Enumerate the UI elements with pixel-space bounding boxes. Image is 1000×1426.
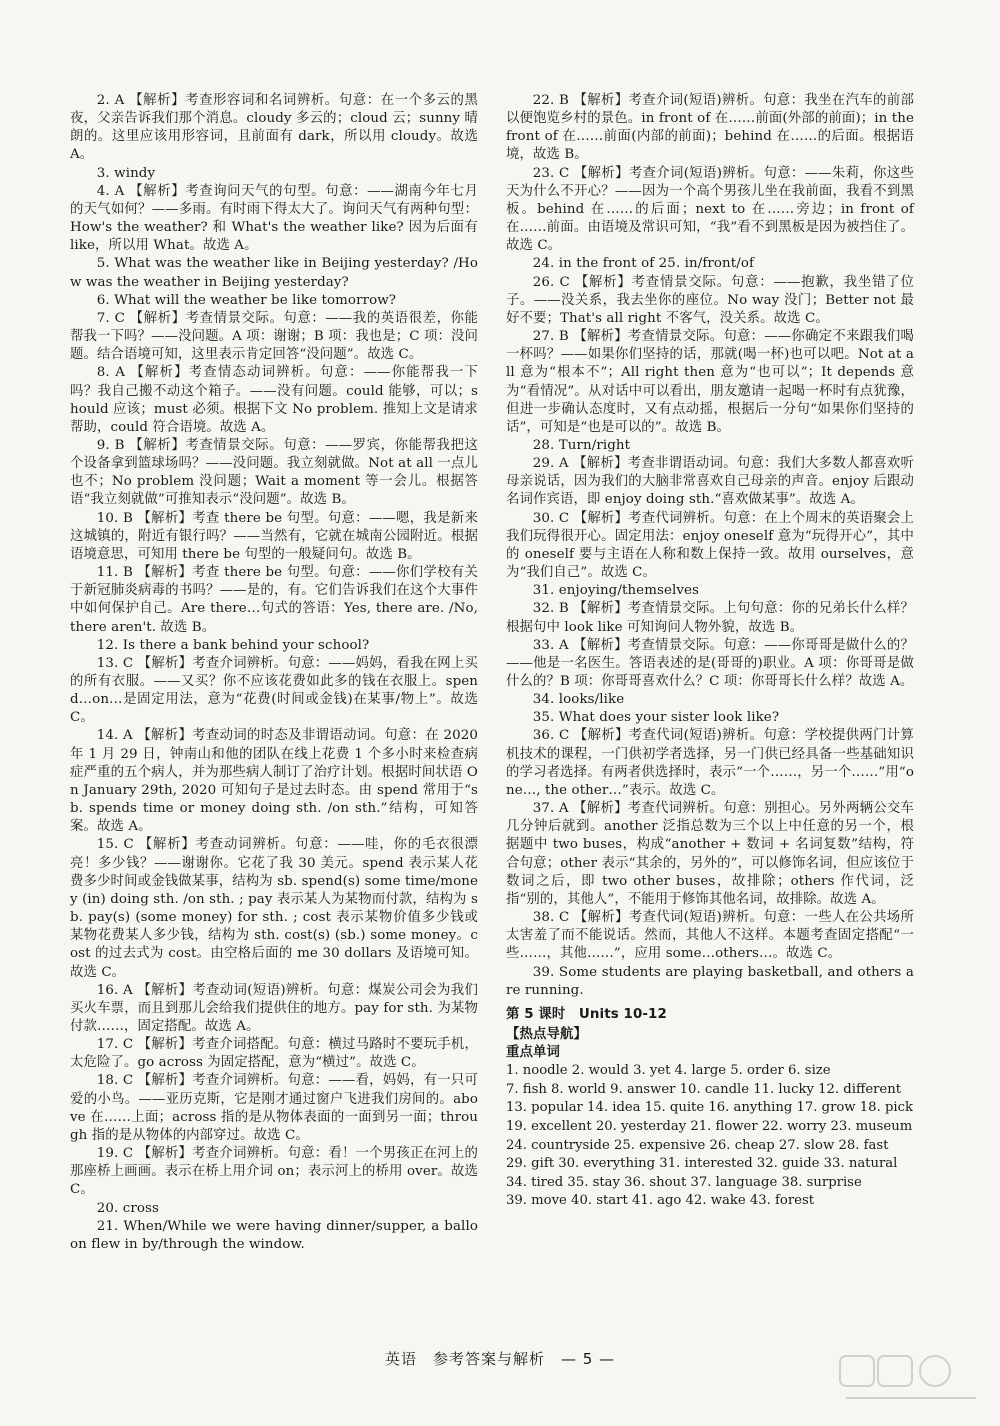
right-column bbox=[506, 92, 914, 1211]
answer-item: 11. B 【解析】考查 there be 句型。句意：——你们学校有关于新冠肺炎病毒的书吗？——是的，有。它们告诉我们在这个大事件中如何保护自己。Are there…句式的答语：Yes, there are. /No, there aren't. 故选 B。 bbox=[70, 565, 478, 635]
answer-item: 29. A 【解析】考查非谓语动词。句意：我们大多数人都喜欢听母亲说话，因为我们的大脑非常喜欢自己母亲的声音。enjoy 后跟动名词作宾语，即 enjoy doing sth.“喜欢做某事”。故选 A。 bbox=[506, 456, 914, 508]
answer-item: 38. C 【解析】考查代词(短语)辨析。句意：一些人在公共场所太害羞了而不能说话。然而，其他人不这样。本题考查固定搭配“一些……，其他……”，应用 some…others…。故选 C。 bbox=[506, 910, 914, 962]
answer-item: 22. B 【解析】考查介词(短语)辨析。句意：我坐在汽车的前部以便饱览乡村的景色。in front of 在……前面(外部的前面)；in the front of 在……前面(内部的前面)；behind 在……的后面。根据语境，故选 B。 bbox=[506, 93, 914, 163]
left-column bbox=[70, 92, 478, 1254]
answer-item: 37. A 【解析】考查代词辨析。句意：别担心。另外两辆公交车几分钟后就到。another 泛指总数为三个以上中任意的另一个，根据题中 two buses，构成“another + 数词 + 名词复数”结构，符合句意；other 表示“其余的，另外的”，可以修饰名词，但应该位于数词之后，即 two other buses，故排除；others 作代词，泛指“别的，其他人”，不能用于修饰其他名词，故排除。故选 A。 bbox=[506, 801, 914, 907]
answer-item: 32. B 【解析】考查情景交际。上句句意：你的兄弟长什么样？根据句中 look like 可知询问人物外貌，故选 B。 bbox=[506, 601, 914, 635]
vocab-row: 13. popular 14. idea 15. quite 16. anything 17. grow 18. pick bbox=[506, 1100, 913, 1116]
answer-item: 3. windy bbox=[96, 165, 156, 181]
answer-item: 34. looks/like bbox=[532, 692, 625, 708]
answer-item: 5. What was the weather like in Beijing yesterday? /How was the weather in Beijing yesterday? bbox=[70, 256, 478, 290]
watermark-logo bbox=[836, 1352, 986, 1414]
answer-item: 36. C 【解析】考查代词(短语)辨析。句意：学校提供两门计算机技术的课程，一门供初学者选择，另一门供已经具备一些基础知识的学习者选择。有两者供选择时，表示“一个……，另一个……”用“one…, the other…”表示。故选 C。 bbox=[506, 728, 914, 798]
vocab-row: 29. gift 30. everything 31. interested 32. guide 33. natural bbox=[506, 1156, 898, 1172]
answer-item: 30. C 【解析】考查代词辨析。句意：在上个周末的英语聚会上我们玩得很开心。固定用法：enjoy oneself 意为“玩得开心”，其中的 oneself 要与主语在人称和数上保持一致。故用 ourselves，意为“我们自己”。故选 C。 bbox=[506, 510, 914, 581]
answer-item: 8. A 【解析】考查情态动词辨析。句意：——你能帮我一下吗？我自己搬不动这个箱子。——没有问题。could 能够，可以；should 应该；must 必须。根据下文 No problem. 推知上文是请求帮助，could 符合语境。故选 A。 bbox=[70, 365, 478, 435]
answer-item: 14. A 【解析】考查动词的时态及非谓语动词。句意：在 2020 年 1 月 29 日，钟南山和他的团队在线上花费 1 个多小时来检查病症严重的五个病人，并为那些病人制订了治疗计划。根据时间状语 On January 29th, 2020 可知句子是过去时态。由 spend 常用于“sb. spends time or money doing sth. /on sth.”结构，可知答案。故选 A。 bbox=[70, 728, 478, 835]
vocab-row: 19. excellent 20. yesterday 21. flower 22. worry 23. museum bbox=[506, 1119, 913, 1135]
vocab-row: 34. tired 35. stay 36. shout 37. language 38. surprise bbox=[506, 1174, 862, 1190]
answer-item: 26. C 【解析】考查情景交际。句意：——抱歉，我坐错了位子。——没关系，我去坐你的座位。No way 没门；Better not 最好不要；That's all right 不客气，没关系。故选 C。 bbox=[506, 274, 914, 326]
answer-item: 24. in the front of 25. in/front/of bbox=[532, 256, 755, 272]
answer-item: 19. C 【解析】考查介词辨析。句意：看！一个男孩正在河上的那座桥上画画。表示在桥上用介词 on；表示河上的桥用 over。故选 C。 bbox=[70, 1146, 478, 1198]
answer-item: 13. C 【解析】考查介词辨析。句意：——妈妈，看我在网上买的所有衣服。——又买？你不应该花费如此多的钱在衣服上。spend…on…是固定用法，意为“花费(时间或金钱)在某事/物上”。故选 C。 bbox=[70, 655, 478, 726]
key-words-label: 重点单词 bbox=[506, 1045, 560, 1061]
answer-item: 7. C 【解析】考查情景交际。句意：——我的英语很差，你能帮我一下吗？——没问题。A 项：谢谢；B 项：我也是；C 项：没问题。结合语境可知，这里表示肯定回答“没问题”。故选 C。 bbox=[70, 310, 478, 363]
answer-item: 18. C 【解析】考查介词辨析。句意：——看，妈妈，有一只可爱的小鸟。——亚历克斯，它是刚才通过窗户飞进我们房间的。above 在……上面；across 指的是从物体表面的一面到另一面；through 指的是从物体的内部穿过。故选 C。 bbox=[70, 1073, 478, 1143]
answer-item: 28. Turn/right bbox=[532, 437, 631, 453]
hot-navigation-label: 【热点导航】 bbox=[506, 1026, 587, 1042]
answer-item: 10. B 【解析】考查 there be 句型。句意：——嗯，我是新来这城镇的，附近有银行吗？——当然有，它就在城南公园附近。根据语境意思，可知用 there be 句型的一般疑问句。故选 B。 bbox=[70, 510, 478, 562]
answer-item: 12. Is there a bank behind your school? bbox=[96, 637, 370, 653]
answer-page bbox=[70, 92, 914, 1324]
answer-item: 27. B 【解析】考查情景交际。句意：——你确定不来跟我们喝一杯吗？——如果你们坚持的话，那就(喝一杯)也可以吧。Not at all 意为“根本不”；All right then 意为“也可以”；It depends 意为“看情况”。从对话中可以看出，朋友邀请一起喝一杯时有点犹豫，但进一步确认态度时，又有点动摇，根据后一分句“如果你们坚持的话”，可知是“也是可以的”。故选 B。 bbox=[506, 329, 914, 435]
answer-item: 21. When/While we were having dinner/supper, a balloon flew in by/through the window. bbox=[70, 1218, 478, 1252]
answer-item: 15. C 【解析】考查动词辨析。句意：——哇，你的毛衣很漂亮！多少钱？——谢谢你。它花了我 30 美元。spend 表示某人花费多少时间或金钱做某事，结构为 sb. spend(s) some time/money (in) doing sth. /on sth. ; pay 表示某人为某物而付款，结构为 sb. pay(s) (some money) for sth. ; cost 表示某物价值多少钱或某物花费某人多少钱，结构为 sth. cost(s) (sb.) some money。cost 的过去式为 cost。由空格后面的 me 30 dollars 及语境可知。故选 C。 bbox=[70, 837, 478, 980]
answer-item: 20. cross bbox=[96, 1200, 159, 1216]
answer-item: 39. Some students are playing basketball, and others are running. bbox=[506, 964, 914, 998]
answer-item: 35. What does your sister look like? bbox=[532, 710, 780, 726]
answer-item: 6. What will the weather be like tomorrow? bbox=[96, 292, 397, 308]
vocab-row: 7. fish 8. world 9. answer 10. candle 11. lucky 12. different bbox=[506, 1081, 902, 1097]
answer-item: 33. A 【解析】考查情景交际。句意：——你哥哥是做什么的？——他是一名医生。答语表述的是(哥哥的)职业。A 项：你哥哥是做什么的？B 项：你哥哥喜欢什么？C 项：你哥哥长什么样？故选 A。 bbox=[506, 637, 914, 689]
lesson-title: 第 5 课时 Units 10-12 bbox=[506, 1006, 667, 1022]
answer-item: 9. B 【解析】考查情景交际。句意：——罗宾，你能帮我把这个设备拿到篮球场吗？——没问题。我立刻就做。Not at all 一点儿也不；No problem 没问题；Wait a moment 等一会儿。根据答语“我立刻就做”可推知表示“没问题”。故选 B。 bbox=[70, 437, 478, 508]
vocab-list bbox=[506, 1062, 914, 1211]
answer-item: 23. C 【解析】考查介词(短语)辨析。句意：——朱莉，你这些天为什么不开心？——因为一个高个男孩儿坐在我前面，我看不到黑板。behind 在……的后面；next to 在……旁边；in front of 在……前面。由语境及常识可知，“我”看不到黑板是因为被挡住了。故选 C。 bbox=[506, 165, 914, 254]
vocab-row: 39. move 40. start 41. ago 42. wake 43. forest bbox=[506, 1193, 815, 1209]
vocab-row: 1. noodle 2. would 3. yet 4. large 5. order 6. size bbox=[506, 1063, 831, 1079]
vocab-row: 24. countryside 25. expensive 26. cheap 27. slow 28. fast bbox=[506, 1137, 889, 1153]
answer-item: 16. A 【解析】考查动词(短语)辨析。句意：煤炭公司会为我们买火车票，而且到那儿会给我们提供住的地方。pay for sth. 为某物付款……，固定搭配。故选 A。 bbox=[70, 982, 478, 1034]
answer-item: 2. A 【解析】考查形容词和名词辨析。句意：在一个多云的黑夜，父亲告诉我们那个消息。cloudy 多云的；cloud 云；sunny 晴朗的。这里应该用形容词，且前面有 dark，所以用 cloudy。故选 A。 bbox=[70, 93, 478, 163]
answer-item: 17. C 【解析】考查介词搭配。句意：横过马路时不要玩手机，太危险了。go across 为固定搭配，意为“横过”。故选 C。 bbox=[70, 1037, 478, 1071]
answer-item: 4. A 【解析】考查询问天气的句型。句意：——湖南今年七月的天气如何？——多雨。有时雨下得太大了。询问天气有两种句型：How's the weather? 和 What's the weather like? 因为后面有 like，所以用 What。故选 A。 bbox=[70, 183, 478, 254]
page-footer: 英语 参考答案与解析 — 5 — bbox=[384, 1350, 616, 1368]
answer-item: 31. enjoying/themselves bbox=[532, 583, 700, 599]
